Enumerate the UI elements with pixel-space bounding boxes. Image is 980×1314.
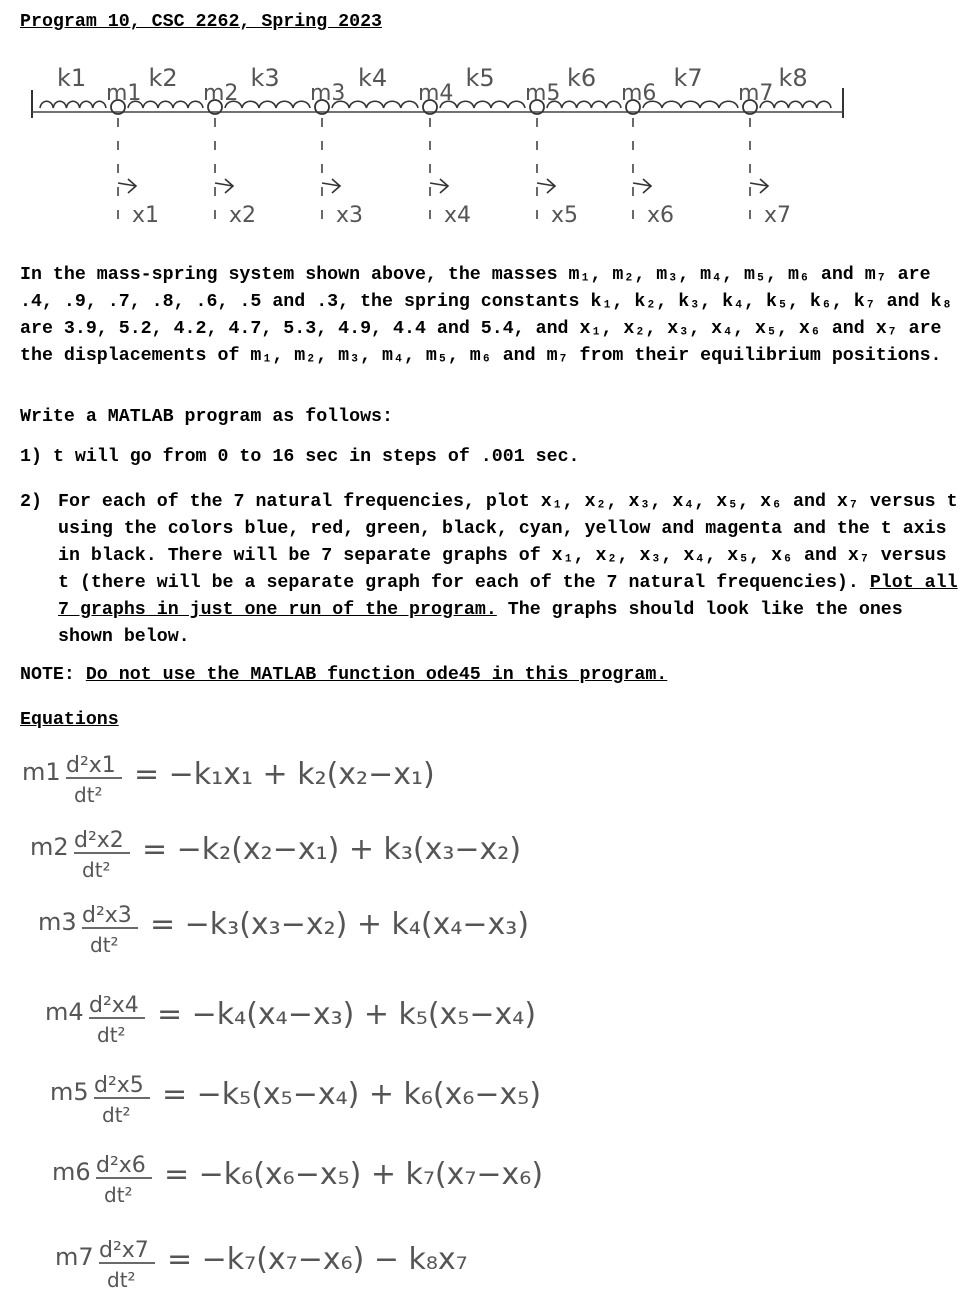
equation-5: [50, 1073, 541, 1127]
equation-denominator: dt²: [107, 1268, 136, 1292]
displacement-arrow: [537, 179, 555, 193]
equation-numerator: d²x7: [99, 1238, 149, 1263]
equation-numerator: d²x4: [89, 993, 139, 1018]
equation-2: [30, 828, 521, 882]
note-text: Do not use the MATLAB function ode45 in this program.: [85, 665, 668, 685]
equation-4: [45, 993, 536, 1047]
equation-6: [52, 1153, 543, 1207]
item-text: For each of the 7 natural frequencies, plot x₁, x₂, x₃, x₄, x₅, x₆ and x₇ versus t using the colors blue, red, green, black, cyan, yellow and magenta and the t axis in black. There will be 7 separate graphs of x₁, x₂, x₃, x₄, x₅, x₆ and x₇ versus t (there will be a separate graph for each of the 7 natural frequencies).: [58, 492, 958, 593]
equation-mass: m4: [45, 998, 84, 1026]
displacement-arrow: [322, 179, 340, 193]
problem-description: In the mass-spring system shown above, the masses m₁, m₂, m₃, m₄, m₅, m₆ and m₇ are .4, .9, .7, .8, .6, .5 and .3, the spring constants k₁, k₂, k₃, k₄, k₅, k₆, k₇ and k₈ are 3.9, 5.2, 4.2, 4.7, 5.3, 4.9, 4.4 and 5.4, and x₁, x₂, x₃, x₄, x₅, x₆ and x₇ are the displacements of m₁, m₂, m₃, m₄, m₅, m₆ and m₇ from their equilibrium positions.: [20, 265, 953, 366]
spring-7: [643, 101, 738, 108]
note-label: NOTE:: [20, 665, 86, 685]
spring-label: k4: [358, 64, 388, 92]
spring-label: k3: [250, 64, 280, 92]
equation-rhs: = −k₇(x₇−x₆) − k₈x₇: [167, 1242, 468, 1277]
note: [20, 665, 667, 685]
write-intro: Write a MATLAB program as follows:: [20, 407, 393, 427]
equation-denominator: dt²: [90, 933, 119, 957]
displacement-label: x6: [647, 203, 675, 228]
equation-numerator: d²x1: [66, 753, 116, 778]
item-number: 2): [20, 492, 42, 512]
item-number: 1): [20, 447, 42, 467]
equation-mass: m2: [30, 833, 69, 861]
displacement-label: x7: [764, 203, 792, 228]
spring-label: k1: [57, 64, 87, 92]
item-tail: The graphs should look like the ones shown below.: [58, 600, 903, 647]
spring-label: k8: [778, 64, 808, 92]
item-text: t will go from 0 to 16 sec in steps of .001 sec.: [52, 447, 580, 467]
displacement-label: x4: [444, 203, 472, 228]
mass-label: m1: [106, 81, 142, 106]
page-title: Program 10, CSC 2262, Spring 2023: [20, 12, 383, 32]
spring-label: k6: [567, 64, 597, 92]
equation-mass: m5: [50, 1078, 89, 1106]
equation-mass: m6: [52, 1158, 91, 1186]
equation-mass: m7: [55, 1243, 94, 1271]
displacement-arrow: [118, 179, 136, 193]
item-emphasis: Plot all 7 graphs in just one run of the program.: [58, 573, 958, 620]
mass-label: m4: [418, 81, 454, 106]
equation-rhs: = −k₂(x₂−x₁) + k₃(x₃−x₂): [142, 832, 522, 867]
displacement-label: x2: [229, 203, 257, 228]
instruction-item-1: [20, 447, 580, 467]
mass-label: m5: [525, 81, 561, 106]
equation-rhs: = −k₅(x₅−x₄) + k₆(x₆−x₅): [162, 1077, 542, 1112]
instruction-item-2: [20, 489, 965, 651]
equations-heading: Equations: [20, 710, 119, 730]
equation-3: [38, 903, 529, 957]
equation-rhs: = −k₃(x₃−x₂) + k₄(x₄−x₃): [150, 907, 530, 942]
mass-label: m2: [203, 81, 239, 106]
equation-rhs: = −k₁x₁ + k₂(x₂−x₁): [134, 757, 435, 792]
displacement-arrow: [430, 179, 448, 193]
equation-denominator: dt²: [97, 1023, 126, 1047]
equation-denominator: dt²: [102, 1103, 131, 1127]
displacement-label: x1: [132, 203, 160, 228]
spring-1: [40, 101, 106, 108]
mass-label: m7: [738, 81, 774, 106]
spring-label: k2: [148, 64, 178, 92]
equation-rhs: = −k₆(x₆−x₅) + k₇(x₇−x₆): [164, 1157, 544, 1192]
displacement-arrow: [215, 179, 233, 193]
equation-numerator: d²x5: [94, 1073, 144, 1098]
displacement-arrow: [750, 179, 768, 193]
equation-denominator: dt²: [104, 1183, 133, 1207]
equation-numerator: d²x6: [96, 1153, 146, 1178]
displacement-arrow: [633, 179, 651, 193]
equation-1: [22, 753, 435, 807]
equation-numerator: d²x3: [82, 903, 132, 928]
equation-rhs: = −k₄(x₄−x₃) + k₅(x₅−x₄): [157, 997, 537, 1032]
mass-label: m6: [621, 81, 657, 106]
spring-label: k5: [465, 64, 495, 92]
displacement-label: x5: [551, 203, 579, 228]
equation-7: [55, 1238, 468, 1292]
equations-block: [0, 735, 980, 1310]
mass-spring-diagram: [0, 60, 980, 235]
equation-mass: m3: [38, 908, 77, 936]
equation-denominator: dt²: [74, 783, 103, 807]
equation-mass: m1: [22, 758, 61, 786]
displacement-label: x3: [336, 203, 364, 228]
equation-denominator: dt²: [82, 858, 111, 882]
equation-numerator: d²x2: [74, 828, 124, 853]
mass-label: m3: [310, 81, 346, 106]
spring-label: k7: [673, 64, 703, 92]
